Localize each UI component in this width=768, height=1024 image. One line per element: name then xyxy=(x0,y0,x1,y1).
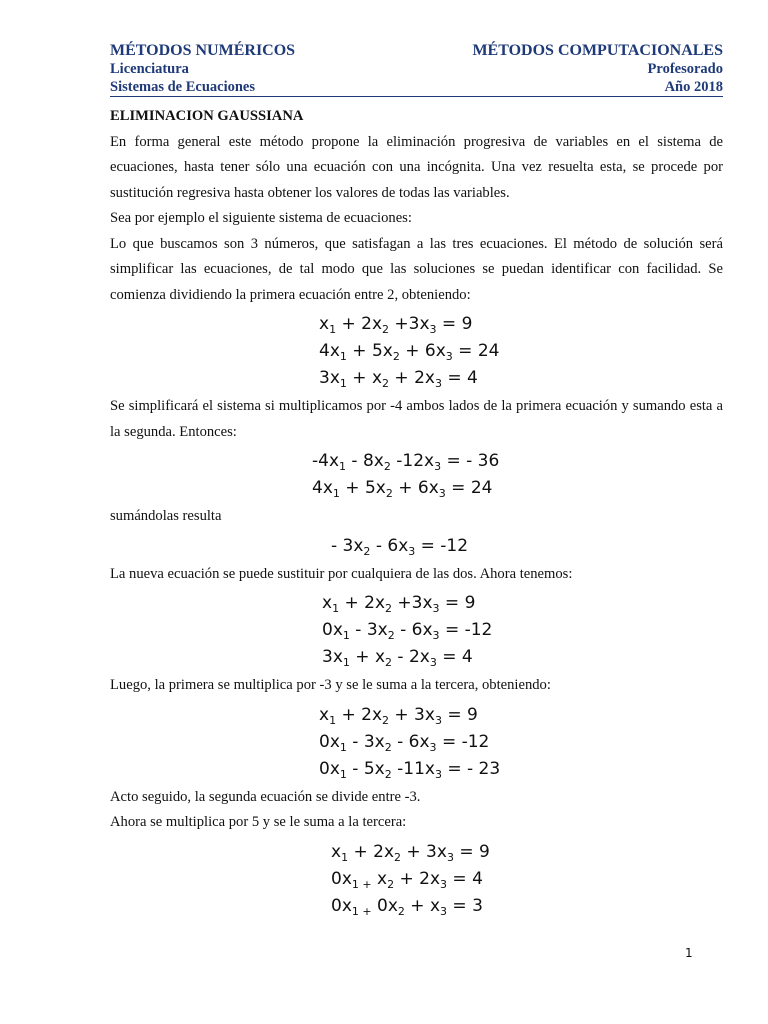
equation-term: x xyxy=(319,704,330,725)
equation-line xyxy=(319,365,723,392)
equation-term: x xyxy=(377,868,388,889)
equation-line xyxy=(319,702,723,729)
equation-term: x xyxy=(429,868,441,889)
equation-operator: - 6 xyxy=(394,620,423,640)
equation-subscript: 1 xyxy=(341,850,349,864)
equation-term: x xyxy=(374,758,385,779)
equation-operator: -12 xyxy=(390,451,425,471)
equation-operator: + 5 xyxy=(339,478,376,498)
equation-subscript: 2 xyxy=(392,350,400,363)
equation-subscript: 1 xyxy=(342,656,350,669)
equation-line xyxy=(322,644,723,671)
header-left-title: MÉTODOS NUMÉRICOS xyxy=(110,42,296,59)
equation-operator: - 6 xyxy=(391,731,420,752)
equation-operator: +3 xyxy=(392,593,423,613)
equation-block xyxy=(110,533,723,560)
equation-term: x xyxy=(422,620,433,640)
equation-line xyxy=(322,590,723,617)
equation-operator: = - 23 xyxy=(441,758,501,779)
equation-term: x xyxy=(398,535,409,556)
equation-subscript: 2 xyxy=(382,323,389,336)
equation-operator: = 9 xyxy=(439,593,476,613)
equation-subscript: 2 xyxy=(387,629,395,642)
equation-term: x xyxy=(382,341,393,361)
equation-block xyxy=(110,448,723,502)
equation-operator: + xyxy=(404,895,430,916)
equation-term: x xyxy=(375,478,386,498)
paragraph-multiply-five: Ahora se multiplica por 5 y se le suma a la tercera: xyxy=(110,814,407,830)
equation-term: x xyxy=(383,841,394,862)
equation-line xyxy=(331,839,723,866)
equation-line xyxy=(319,756,723,783)
equation-term: x xyxy=(374,731,385,752)
equation-term: x xyxy=(371,368,383,388)
page-number: 1 xyxy=(685,946,693,960)
equation-subscript: 1 xyxy=(332,487,340,500)
equation-term: x xyxy=(436,841,447,862)
equation-subscript: 3 xyxy=(432,602,440,615)
equation-term: x xyxy=(377,620,388,640)
equation-term: 0x xyxy=(319,758,340,779)
paragraph-third: Luego, la primera se multiplica por -3 y se le suma a la tercera, obteniendo: xyxy=(110,677,551,693)
equation-term: x xyxy=(422,593,433,613)
equation-subscript: 2 xyxy=(363,544,371,558)
equation-subscript: 3 xyxy=(434,713,442,727)
equation-subscript: 3 xyxy=(434,377,442,390)
equation-subscript: 2 xyxy=(394,850,401,864)
equation-operator: +3 xyxy=(389,314,420,334)
equation-term: x xyxy=(424,451,435,471)
equation-term: x xyxy=(424,704,435,725)
equation-subscript: 1 xyxy=(342,629,350,642)
equation-term: x xyxy=(435,341,446,361)
equation-operator: = -12 xyxy=(415,535,469,556)
equation-term: - 3x xyxy=(331,535,364,556)
equation-line xyxy=(312,475,723,502)
equation-term: x xyxy=(428,478,439,498)
equation-term: 3x xyxy=(319,368,340,388)
equation-line xyxy=(322,617,723,644)
equation-operator: = 3 xyxy=(447,895,483,916)
equation-operator: + 2 xyxy=(336,314,372,334)
equation-block xyxy=(110,839,723,920)
equation-term: x xyxy=(429,895,441,916)
equation-term: 4x xyxy=(319,341,340,361)
equation-term: 4x xyxy=(312,478,333,498)
paragraph-divide: Acto seguido, la segunda ecuación se divide entre -3. xyxy=(110,788,421,805)
equation-operator: - 5 xyxy=(346,758,375,779)
equation-operator: - 3 xyxy=(349,620,378,640)
equation-subscript: 2 xyxy=(385,602,392,615)
equation-block xyxy=(110,702,723,783)
equation-subscript: 1 + xyxy=(351,904,372,918)
section-title: ELIMINACION GAUSSIANA xyxy=(110,108,304,124)
equation-subscript: 2 xyxy=(382,377,390,390)
equation-subscript: 2 xyxy=(383,460,391,473)
document-body xyxy=(110,104,723,922)
equation-line xyxy=(319,729,723,756)
equation-term: x xyxy=(424,368,435,388)
header-left-sub2: Sistemas de Ecuaciones xyxy=(110,79,255,95)
equation-subscript: 1 xyxy=(332,602,340,615)
header-right-sub1: Profesorado xyxy=(647,61,723,77)
equation-term: 0x xyxy=(331,895,352,916)
equation-operator: 0 xyxy=(371,895,388,916)
equation-operator: = 4 xyxy=(436,647,473,667)
equation-operator: - 2 xyxy=(392,647,420,667)
equation-operator: + 2 xyxy=(339,593,375,613)
equation-line xyxy=(331,866,723,893)
equation-term: x xyxy=(371,704,382,725)
equation-subscript: 3 xyxy=(446,850,454,864)
equation-line xyxy=(319,311,723,338)
header-row-topic xyxy=(110,78,723,97)
equation-subscript: 2 xyxy=(385,487,393,500)
equation-term: x xyxy=(322,593,333,613)
equation-operator: = 24 xyxy=(452,341,500,361)
equation-term: x xyxy=(419,314,430,334)
equation-operator: = 9 xyxy=(436,314,473,334)
equation-line xyxy=(331,893,723,920)
equation-operator: + 6 xyxy=(399,341,436,361)
equation-line xyxy=(312,448,723,475)
paragraph-intro: En forma general este método propone la eliminación progresiva de variables en el sistema de ecuaciones, hasta tener sólo una ecuación con una incógnita. Una vez resuelta esta, se procede por sustitución regresiva hasta obtener los valores de todas las variables. xyxy=(110,133,723,201)
equation-operator: = 9 xyxy=(453,841,490,862)
equation-term: x xyxy=(371,314,382,334)
equation-operator: + xyxy=(346,368,372,388)
equation-block xyxy=(110,311,723,392)
equation-subscript: 2 xyxy=(384,740,392,754)
equation-subscript: 3 xyxy=(445,350,453,363)
paragraph-example: Sea por ejemplo el siguiente sistema de ecuaciones: xyxy=(110,210,412,226)
equation-term: x xyxy=(374,593,385,613)
equation-subscript: 3 xyxy=(429,656,437,669)
header-left-sub1: Licenciatura xyxy=(110,61,189,77)
equation-operator: + 3 xyxy=(401,841,437,862)
equation-operator: -11 xyxy=(391,758,425,779)
equation-subscript: 2 xyxy=(384,767,392,781)
equation-term: x xyxy=(373,451,384,471)
equation-subscript: 1 xyxy=(339,460,347,473)
equation-subscript: 2 xyxy=(382,713,389,727)
equation-line xyxy=(331,533,723,560)
header-row-titles xyxy=(110,42,723,60)
equation-operator: + 6 xyxy=(392,478,429,498)
equation-subscript: 1 xyxy=(329,323,337,336)
equation-operator: + 5 xyxy=(346,341,383,361)
equation-term: x xyxy=(374,647,386,667)
paragraph-substitute: La nueva ecuación se puede sustituir por cualquiera de las dos. Ahora tenemos: xyxy=(110,565,573,582)
equation-operator: + 2 xyxy=(336,704,372,725)
equation-subscript: 3 xyxy=(429,323,437,336)
equation-operator: = -12 xyxy=(436,731,490,752)
paragraph-multiply: Se simplificará el sistema si multiplicamos por -4 ambos lados de la primera ecuación y sumando esta a la segunda. Entonces: xyxy=(110,398,723,440)
equation-subscript: 3 xyxy=(440,904,448,918)
header-right-title: MÉTODOS COMPUTACIONALES xyxy=(472,42,723,59)
paragraph-sum: sumándolas resulta xyxy=(110,508,222,524)
equation-term: 3x xyxy=(322,647,343,667)
equation-subscript: 3 xyxy=(429,740,437,754)
header-right-sub2: Año 2018 xyxy=(664,79,723,95)
equation-subscript: 3 xyxy=(440,877,448,891)
paragraph-goal: Lo que buscamos son 3 números, que satisfagan a las tres ecuaciones. El método de solución será simplificar las ecuaciones, de tal modo que las soluciones se puedan identificar con facilidad. Se comienza dividiendo la primera ecuación entre 2, obteniendo: xyxy=(110,235,723,303)
equation-subscript: 3 xyxy=(408,544,416,558)
equation-operator: - 6 xyxy=(370,535,399,556)
equation-subscript: 1 + xyxy=(351,877,372,891)
equation-subscript: 3 xyxy=(438,487,446,500)
equation-operator: + 2 xyxy=(348,841,384,862)
equation-operator: = -12 xyxy=(439,620,493,640)
equation-term: x xyxy=(419,731,430,752)
equation-operator: = - 36 xyxy=(441,451,500,471)
equation-subscript: 1 xyxy=(339,350,347,363)
equation-operator: = 4 xyxy=(447,868,483,889)
equation-operator: - 3 xyxy=(346,731,375,752)
page-header xyxy=(110,42,723,97)
equation-term: -4x xyxy=(312,451,340,471)
equation-subscript: 3 xyxy=(434,767,442,781)
equation-subscript: 2 xyxy=(397,904,405,918)
equation-term: x xyxy=(387,895,398,916)
equation-operator: + xyxy=(349,647,375,667)
equation-subscript: 3 xyxy=(434,460,442,473)
equation-operator: = 9 xyxy=(441,704,478,725)
equation-term: x xyxy=(424,758,435,779)
equation-line xyxy=(319,338,723,365)
header-row-level xyxy=(110,60,723,78)
equation-subscript: 1 xyxy=(339,377,347,390)
equation-term: x xyxy=(319,314,330,334)
equation-subscript: 2 xyxy=(387,877,395,891)
equation-operator: - 8 xyxy=(346,451,374,471)
equation-term: 0x xyxy=(331,868,352,889)
equation-operator: + 2 xyxy=(394,868,430,889)
equation-subscript: 1 xyxy=(339,767,347,781)
equation-subscript: 2 xyxy=(385,656,393,669)
equation-term: 0x xyxy=(319,731,340,752)
equation-operator: = 24 xyxy=(445,478,493,498)
equation-term: 0x xyxy=(322,620,343,640)
equation-term: x xyxy=(331,841,342,862)
equation-term: x xyxy=(419,647,430,667)
equation-operator: + 2 xyxy=(389,368,425,388)
equation-subscript: 3 xyxy=(432,629,440,642)
equation-subscript: 1 xyxy=(329,713,337,727)
equation-block xyxy=(110,590,723,671)
equation-operator: = 4 xyxy=(441,368,478,388)
equation-subscript: 1 xyxy=(339,740,347,754)
equation-operator: + 3 xyxy=(389,704,425,725)
